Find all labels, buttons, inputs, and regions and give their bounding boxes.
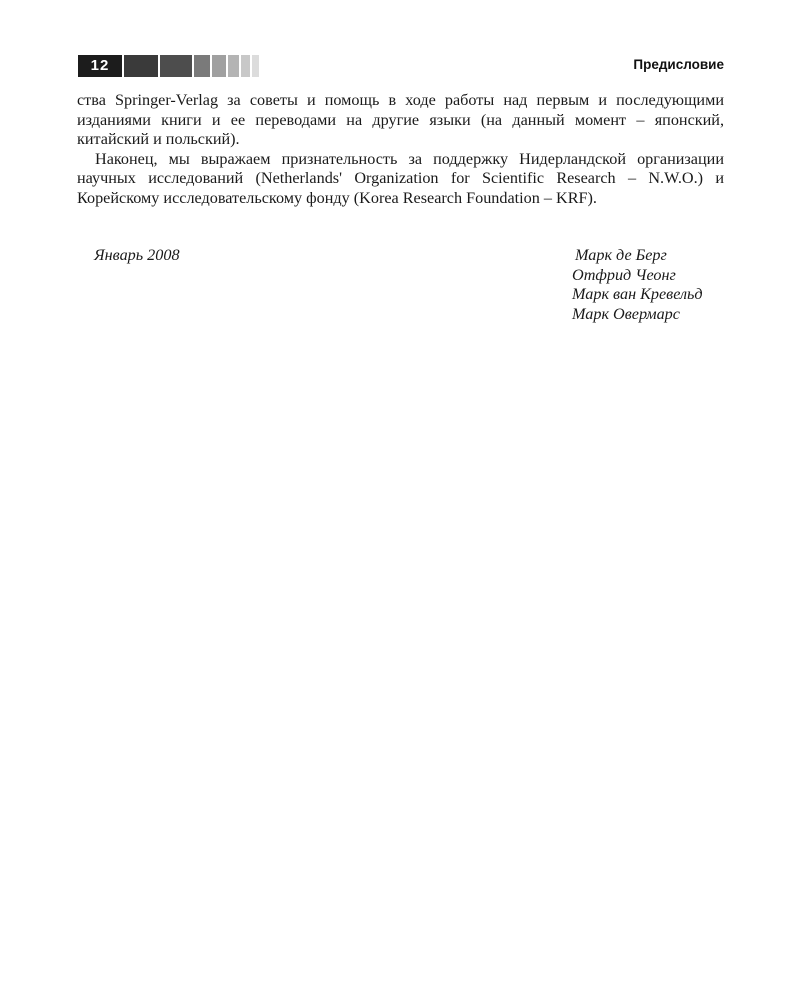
page-number: 12 — [78, 55, 122, 77]
decorative-bars — [124, 55, 259, 77]
page-header — [78, 55, 724, 77]
decorative-bar — [212, 55, 226, 77]
author-signatures — [572, 246, 703, 324]
decorative-bar — [160, 55, 192, 77]
decorative-bar — [228, 55, 239, 77]
body-text — [77, 91, 724, 209]
author-name: Отфрид Чеонг — [572, 265, 676, 284]
decorative-bar — [241, 55, 250, 77]
author-name: Марк де Берг — [575, 246, 667, 264]
author-name: Марк Овермарс — [572, 304, 680, 323]
decorative-bar — [252, 55, 259, 77]
author-name: Марк ван Кревельд — [572, 285, 703, 304]
decorative-bar — [124, 55, 158, 77]
paragraph: Наконец, мы выражаем признательность за поддержку Нидерландской организации научных исследований (Netherlands' Organization for Scientific Research – N.W.O.) и Корейскому исследовательскому фонду (Korea Research Foundation – KRF). — [77, 149, 724, 207]
decorative-bar — [194, 55, 210, 77]
paragraph: ства Springer-Verlag за советы и помощь в ходе работы над первым и последующими изданиями книги и ее переводами на другие языки (на данный момент – японский, китайский и польский). — [77, 91, 724, 149]
signature-date: Январь 2008 — [94, 246, 180, 264]
running-title: Предисловие — [633, 57, 724, 72]
